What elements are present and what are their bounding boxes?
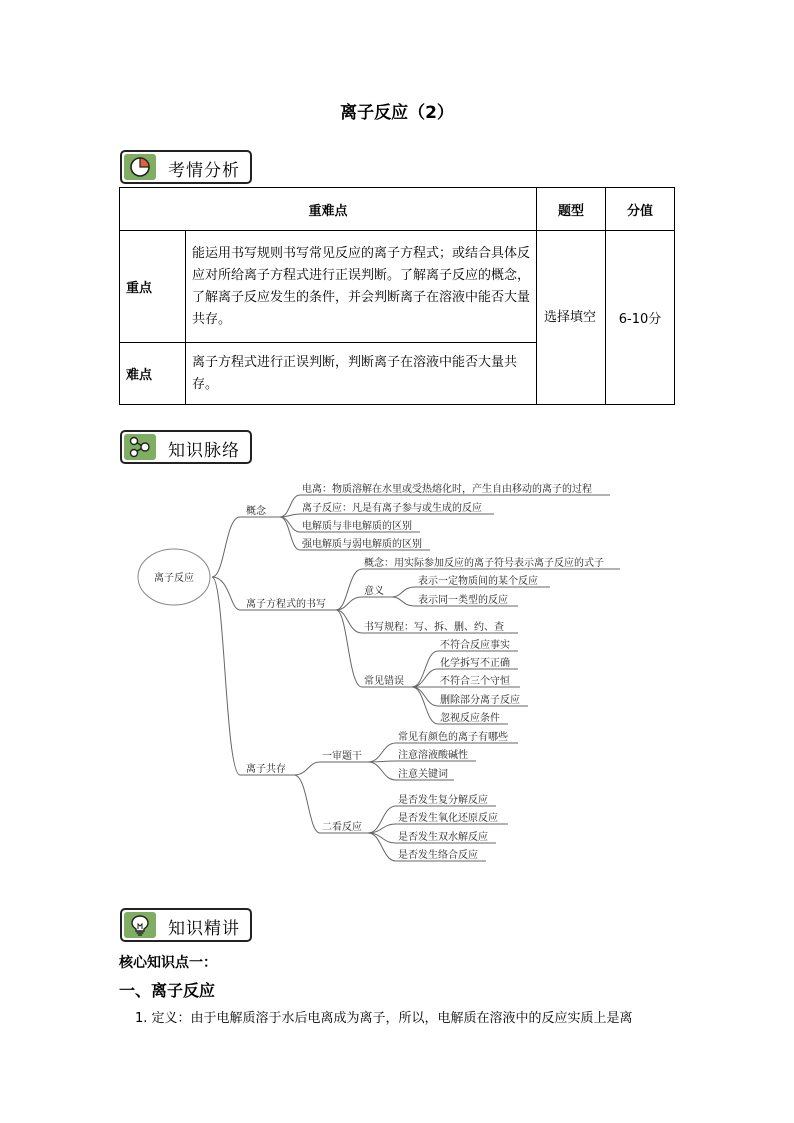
error-item: 不符合反应事实: [440, 640, 510, 651]
concept-item: 电离：物质溶解在水里或受热熔化时，产生自由移动的离子的过程: [302, 484, 592, 495]
second-item: 是否发生络合反应: [398, 850, 478, 861]
equation-errors: 常见错误: [364, 676, 404, 687]
branch-concept: 概念: [246, 506, 266, 517]
key-points-table: [119, 187, 675, 405]
section-header-explain: [120, 908, 252, 942]
first-item: 常见有颜色的离子有哪些: [398, 732, 508, 743]
lightbulb-icon: [124, 912, 156, 938]
branch-coexist: 离子共存: [246, 764, 286, 775]
meaning-item: 表示一定物质间的某个反应: [418, 576, 538, 587]
network-icon: [124, 434, 156, 460]
equation-meaning: 意义: [364, 586, 384, 597]
row-label-key: 重点: [120, 231, 186, 343]
error-item: 忽视反应条件: [440, 713, 500, 724]
section-title: 考情分析: [168, 161, 240, 181]
meaning-item: 表示同一类型的反应: [418, 595, 508, 606]
row-label-difficult: 难点: [120, 343, 186, 405]
subsection-title: 一、离子反应: [119, 981, 216, 1000]
header-keypoints: 重难点: [120, 188, 537, 231]
coexist-second: 二看反应: [322, 822, 362, 833]
section-header-analysis: [120, 150, 252, 184]
error-item: 不符合三个守恒: [440, 676, 510, 687]
section-title: 知识脉络: [168, 441, 240, 461]
page-title: 离子反应（2）: [340, 103, 454, 123]
first-item: 注意关键词: [398, 769, 448, 780]
section-title: 知识精讲: [168, 919, 240, 939]
error-item: 化学拆写不正确: [440, 658, 510, 669]
header-score: 分值: [606, 188, 675, 231]
core-knowledge-title: 核心知识点一：: [119, 955, 217, 971]
pie-chart-icon: [124, 154, 156, 180]
first-item: 注意溶液酸碱性: [398, 750, 468, 761]
row-text-difficult: 离子方程式进行正误判断，判断离子在溶液中能否大量共存。: [186, 343, 537, 405]
second-item: 是否发生复分解反应: [398, 795, 488, 806]
section-header-context: [120, 430, 252, 464]
coexist-first: 一审题干: [322, 751, 362, 762]
branch-equation: 离子方程式的书写: [246, 599, 326, 610]
header-type: 题型: [537, 188, 606, 231]
row-text-key: 能运用书写规则书写常见反应的离子方程式；或结合具体反应对所给离子方程式进行正误判断。了解离子反应的概念，了解离子反应发生的条件，并会判断离子在溶液中能否大量共存。: [186, 231, 537, 343]
root-label: 离子反应: [154, 573, 194, 584]
second-item: 是否发生氧化还原反应: [398, 813, 498, 824]
concept-item: 强电解质与弱电解质的区别: [302, 539, 422, 550]
error-item: 删除部分离子反应: [440, 695, 520, 706]
definition-text: 1. 定义：由于电解质溶于水后电离成为离子，所以，电解质在溶液中的反应实质上是离: [135, 1011, 633, 1026]
equation-concept: 概念：用实际参加反应的离子符号表示离子反应的式子: [364, 558, 604, 569]
second-item: 是否发生双水解反应: [398, 832, 488, 843]
score-value: 6-10分: [606, 231, 675, 405]
mind-map: [130, 475, 630, 870]
equation-writing: 书写规程：写、拆、删、约、查: [364, 622, 504, 633]
question-type: 选择填空: [537, 231, 606, 405]
concept-item: 离子反应：凡是有离子参与或生成的反应: [302, 503, 482, 514]
concept-item: 电解质与非电解质的区别: [302, 521, 412, 532]
